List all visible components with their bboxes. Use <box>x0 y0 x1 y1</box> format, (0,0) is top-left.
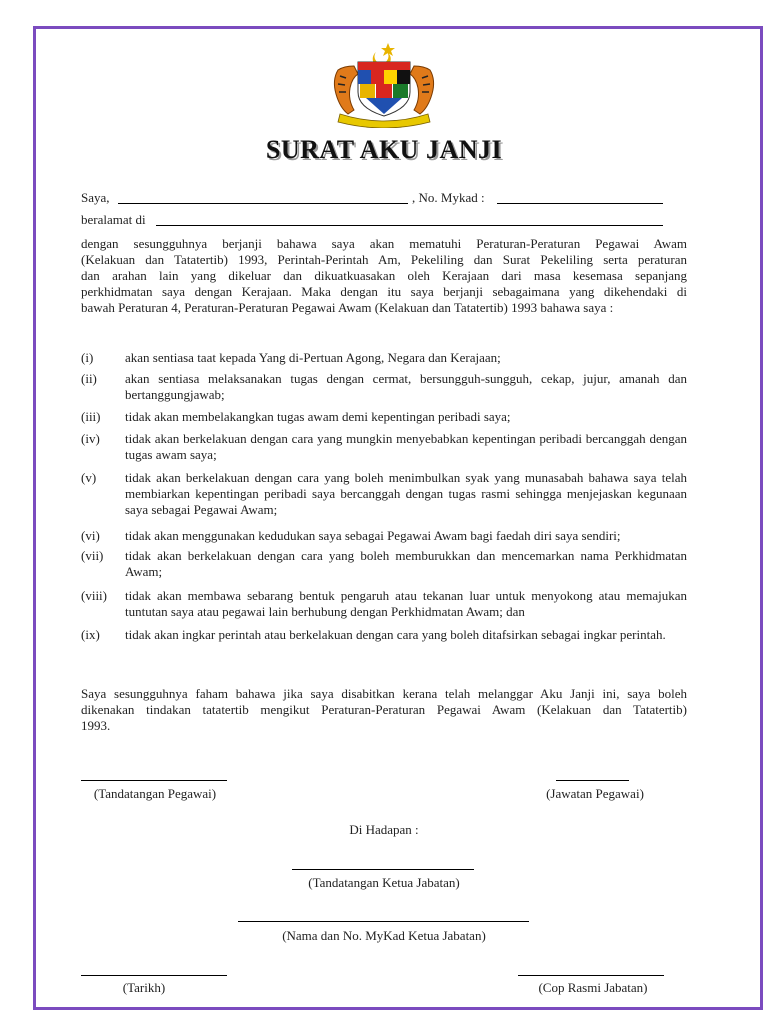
intro-line: (Kelakuan dan Tatatertib) 1993, Perintah-Perintah Am, Pekeliling dan Surat Pekeliling serta peraturan <box>81 252 687 267</box>
nama-ketua-line[interactable] <box>238 921 529 922</box>
tarikh-label: (Tarikh) <box>122 980 166 995</box>
cop-rasmi-line[interactable] <box>518 975 664 976</box>
intro-line: bawah Peraturan 4, Peraturan-Peraturan Pegawai Awam (Kelakuan dan Tatatertib) 1993 bahawa saya : <box>81 300 614 315</box>
item-number: (ii) <box>81 371 97 386</box>
tarikh-line[interactable] <box>81 975 227 976</box>
item-number: (vi) <box>81 528 100 543</box>
item-text: tidak akan ingkar perintah atau berkelakuan dengan cara yang boleh ditafsirkan sebagai ingkar perintah. <box>125 627 666 642</box>
tandatangan-pegawai-line[interactable] <box>81 780 227 781</box>
tandatangan-pegawai-label: (Tandatangan Pegawai) <box>93 786 217 801</box>
item-number: (v) <box>81 470 97 485</box>
item-number: (vii) <box>81 548 104 563</box>
item-text: tidak akan berkelakuan dengan cara yang mungkin menyebabkan kepentingan peribadi bercanggah dengan tugas awam saya; <box>125 431 687 462</box>
item-text: tidak akan membelakangkan tugas awam demi kepentingan peribadi saya; <box>125 409 511 424</box>
page-border <box>33 26 763 1010</box>
intro-line: dan arahan lain yang dikeluar dan dikuatkuasakan oleh Kerajaan dari masa kesemasa sepanjang <box>81 268 687 283</box>
nama-field[interactable] <box>118 203 408 204</box>
di-hadapan-label: Di Hadapan : <box>349 822 419 837</box>
item-text: akan sentiasa melaksanakan tugas dengan cermat, bersungguh-sungguh, cekap, jujur, amanah dan bertanggungjawab; <box>125 371 687 402</box>
item-number: (iv) <box>81 431 100 446</box>
closing-line: Saya sesungguhnya faham bahawa jika saya disabitkan kerana telah melanggar Aku Janji ini, saya boleh <box>81 686 687 701</box>
jawatan-pegawai-line[interactable] <box>556 780 629 781</box>
malaysia-coat-of-arms-icon <box>326 40 442 128</box>
item-text: tidak akan menggunakan kedudukan saya sebagai Pegawai Awam bagi faedah diri saya sendiri; <box>125 528 621 543</box>
mykad-label: , No. Mykad : <box>412 190 485 205</box>
item-number: (iii) <box>81 409 101 424</box>
item-text: tidak akan berkelakuan dengan cara yang boleh memburukkan dan mencemarkan nama Perkhidmatan Awam; <box>125 548 687 579</box>
cop-rasmi-label: (Cop Rasmi Jabatan) <box>538 980 648 995</box>
tandatangan-ketua-label: (Tandatangan Ketua Jabatan) <box>308 875 460 890</box>
alamat-field[interactable] <box>156 225 663 226</box>
item-number: (ix) <box>81 627 100 642</box>
tandatangan-ketua-line[interactable] <box>292 869 474 870</box>
item-number: (viii) <box>81 588 107 603</box>
closing-line: 1993. <box>81 718 111 733</box>
intro-paragraph <box>81 236 687 316</box>
item-text: tidak akan membawa sebarang bentuk pengaruh atau tekanan luar untuk menyokong atau memajukan tuntutan saya atau pegawai lain berhubung dengan Perkhidmatan Awam; dan <box>125 588 687 619</box>
item-number: (i) <box>81 350 94 365</box>
item-text: tidak akan berkelakuan dengan cara yang boleh menimbulkan syak yang munasabah bahawa saya telah membiarkan kepentingan peribadi saya bercanggah dengan tugas rasmi sehingga menjejaskan kegunaan saya sebagai Pegawai Awam; <box>125 470 687 517</box>
alamat-label: beralamat di <box>81 212 146 227</box>
document-title: SURAT AKU JANJI <box>265 135 503 164</box>
item-text: akan sentiasa taat kepada Yang di-Pertuan Agong, Negara dan Kerajaan; <box>125 350 501 365</box>
jawatan-pegawai-label: (Jawatan Pegawai) <box>546 786 644 801</box>
closing-line: dikenakan tindakan tatatertib mengikut Peraturan-Peraturan Pegawai Awam (Kelakuan dan Tatatertib) <box>81 702 687 717</box>
nama-ketua-label: (Nama dan No. MyKad Ketua Jabatan) <box>282 928 486 943</box>
intro-line: perkhidmatan saya dengan Kerajaan. Maka dengan itu saya berjanji sebagaimana yang dikehendaki di <box>81 284 687 299</box>
saya-label: Saya, <box>81 190 110 205</box>
closing-paragraph <box>81 686 687 734</box>
mykad-field[interactable] <box>497 203 663 204</box>
intro-line: dengan sesungguhnya berjanji bahawa saya akan mematuhi Peraturan-Peraturan Pegawai Awam <box>81 236 687 251</box>
